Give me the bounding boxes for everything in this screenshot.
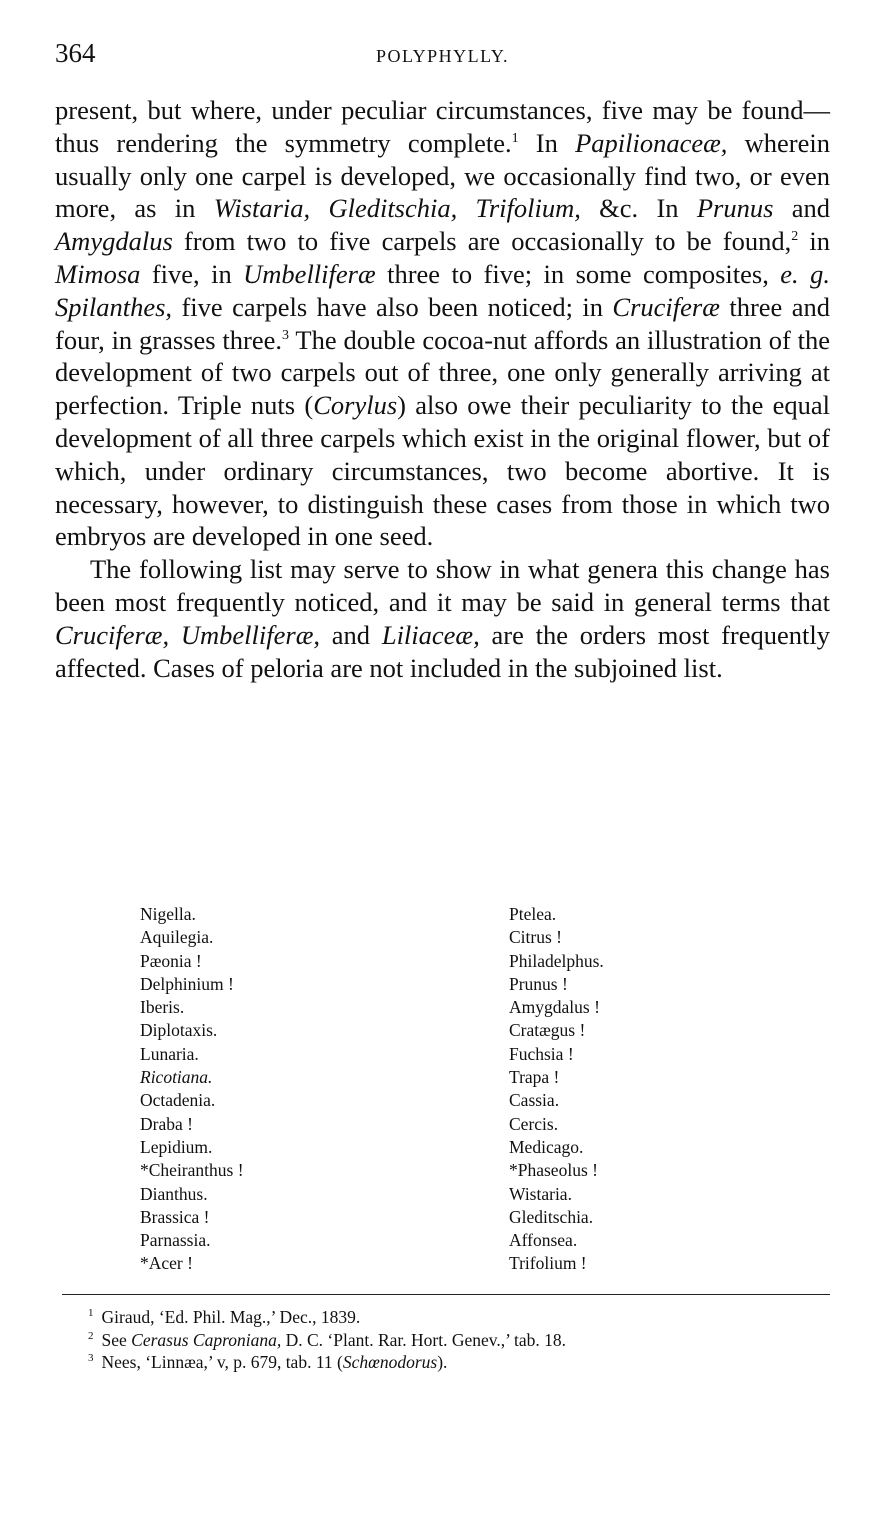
genus-item: Affonsea. (509, 1230, 578, 1251)
genus-item: Octadenia. (140, 1090, 216, 1111)
genus-item: Pæonia ! (140, 950, 202, 971)
genus-item: Ptelea. (509, 904, 557, 924)
genus-item: *Cheiranthus ! (140, 1160, 244, 1181)
genus-item: Gleditschia. (509, 1206, 594, 1227)
genus-item: Parnassia. (140, 1230, 211, 1251)
genus-item: Iberis. (140, 997, 185, 1018)
genus-item: Ricotiana. (140, 1067, 213, 1088)
genus-item: Brassica ! (140, 1206, 210, 1227)
genus-item: Dianthus. (140, 1183, 208, 1204)
footnote-divider (62, 1294, 830, 1295)
genus-item: Trapa ! (509, 1067, 560, 1088)
genus-item: Amygdalus ! (509, 997, 600, 1018)
genus-item: Cassia. (509, 1090, 560, 1111)
genus-item: Prunus ! (509, 973, 568, 994)
genus-item: Fuchsia ! (509, 1043, 574, 1064)
paragraph-1: present, but where, under peculiar circumstances, five may be found—thus rendering the symmetry complete.$^1$ In Papilionaceæ, wherein usually only one carpel is developed, we occasionally find two, or even more, as in Wistaria, Gleditschia, Trifolium, &c. In Prunus and Amygdalus from two to five carpels are occasionally to be found,$^2$ in Mimosa five, in Umbelliferæ three to five; in some composites, e. g. Spilanthes, five carpels have also been noticed; in Cruciferæ three and four, in grasses three.$^3$ The double cocoa-nut affords an illustration of the development of two carpels out of three, one only generally arriving at perfection. Triple nuts (Corylus) also owe their peculiarity to the equal development of all three carpels which exist in the original flower, but of which, under ordinary circumstances, two become abortive. It is necessary, however, to distinguish these cases from those in which two embryos are developed in one seed. (55, 95, 831, 552)
genus-item: *Phaseolus ! (509, 1160, 598, 1181)
genus-item: Nigella. (140, 904, 196, 924)
genus-item: Draba ! (140, 1113, 193, 1134)
running-title: POLYPHYLLY. (375, 46, 510, 66)
genus-item: Lepidium. (140, 1136, 213, 1157)
body-text (55, 94, 830, 684)
genus-item: *Acer ! (140, 1253, 193, 1274)
footnotes (88, 1306, 830, 1374)
genus-item: Cercis. (509, 1113, 559, 1134)
genus-item: Diplotaxis. (140, 1020, 218, 1041)
genus-item: Citrus ! (509, 927, 562, 948)
page-header (55, 38, 830, 74)
footnote-2: $^2$ See Cerasus Caproniana, D. C. ‘Plant. Rar. Hort. Genev.,’ tab. 18. (88, 1329, 567, 1350)
genus-item: Trifolium ! (509, 1253, 587, 1274)
footnote-3: $^3$ Nees, ‘Linnæa,’ v, p. 679, tab. 11 (Schœnodorus). (88, 1352, 448, 1372)
footnote-1: $^1$ Giraud, ‘Ed. Phil. Mag.,’ Dec., 1839. (88, 1307, 361, 1327)
genus-item: Medicago. (509, 1136, 584, 1157)
genus-item: Aquilegia. (140, 927, 214, 948)
genus-item: Wistaria. (509, 1183, 572, 1204)
footnote-ref-1: 1 (511, 130, 519, 146)
footnote-ref-2: 2 (791, 229, 799, 245)
genus-item: Lunaria. (140, 1043, 199, 1064)
paragraph-2: The following list may serve to show in what genera this change has been most frequently noticed, and it may be said in general terms that Cruciferæ, Umbelliferæ, and Liliaceæ, are the orders most frequently affected. Cases of peloria are not included in the subjoined list. (55, 554, 831, 683)
genera-column-left (140, 903, 244, 1276)
page-number: 364 (55, 38, 96, 68)
genus-item: Cratægus ! (509, 1020, 586, 1041)
footnote-ref-3: 3 (282, 327, 290, 343)
genus-item: Philadelphus. (509, 950, 604, 971)
genera-column-right (509, 903, 604, 1276)
genus-item: Delphinium ! (140, 973, 234, 994)
